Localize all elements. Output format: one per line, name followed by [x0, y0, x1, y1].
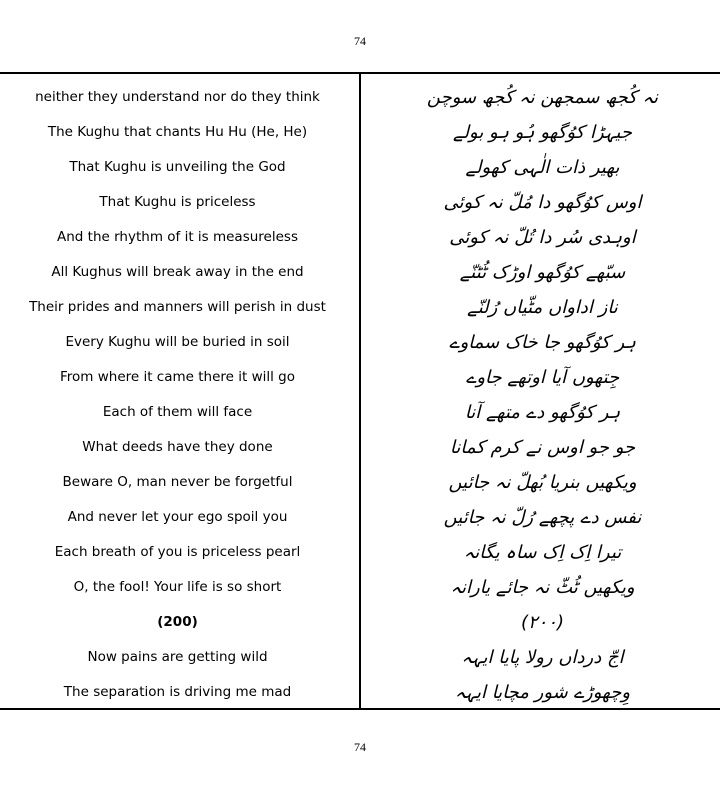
english-line: Every Kughu will be buried in soil: [65, 334, 290, 350]
urdu-line: سبّھے کوُگھو اوڑک ٹُٹنّے: [459, 262, 626, 283]
urdu-line: جِتھوں آیا اوتھے جاوے: [465, 367, 620, 388]
verse-row: [0, 465, 720, 500]
english-line: neither they understand nor do they think: [35, 89, 320, 105]
verse-row: [0, 325, 720, 360]
verse-row: [0, 80, 720, 115]
english-line: The separation is driving me mad: [63, 684, 292, 700]
english-line: All Kughus will break away in the end: [51, 264, 304, 280]
urdu-line: اوہدی سُر دا تُلّ نہ کوئی: [449, 227, 636, 248]
urdu-line: اوس کوُگھو دا مُلّ نہ کوئی: [443, 192, 642, 213]
verse-row: [0, 255, 720, 290]
english-line: That Kughu is priceless: [99, 194, 256, 210]
urdu-line: اجّ درداں رولا پایا ایہہ: [461, 647, 624, 668]
verse-row: [0, 220, 720, 255]
urdu-line: ہر کوُگھو جا خاک سماوے: [449, 332, 636, 353]
english-line: The Kughu that chants Hu Hu (He, He): [47, 124, 308, 140]
english-line: (200): [157, 614, 198, 630]
english-line: That Kughu is unveiling the God: [69, 159, 286, 175]
verse-row: [0, 430, 720, 465]
verse-row: [0, 605, 720, 640]
bottom-rule: [0, 708, 720, 710]
verse-row: [0, 360, 720, 395]
urdu-line: ناز اداواں مٹّیاں رُلنّے: [467, 297, 618, 318]
english-line: Each of them will face: [102, 404, 253, 420]
verse-row: [0, 535, 720, 570]
verse-row: [0, 500, 720, 535]
verse-row: [0, 570, 720, 605]
verse-row: [0, 290, 720, 325]
urdu-line: نفس دے پچھے رُلّ نہ جائیں: [443, 507, 642, 528]
verse-row: [0, 115, 720, 150]
verse-row: [0, 675, 720, 710]
english-line: Each breath of you is priceless pearl: [54, 544, 301, 560]
english-line: Now pains are getting wild: [87, 649, 268, 665]
english-line: From where it came there it will go: [59, 369, 296, 385]
verse-row: [0, 150, 720, 185]
urdu-line: (۲۰۰): [520, 612, 565, 633]
verse-row: [0, 640, 720, 675]
english-line: Beware O, man never be forgetful: [62, 474, 293, 490]
english-line: O, the fool! Your life is so short: [73, 579, 282, 595]
english-line: And never let your ego spoil you: [67, 509, 288, 525]
urdu-line: وِچھوڑے شور مچایا ایہہ: [454, 682, 631, 703]
page-number-top: 74: [354, 34, 366, 48]
page-number-bottom: 74: [354, 740, 366, 754]
urdu-line: نہ کُجھ سمجھن نہ کُجھ سوچن: [426, 87, 659, 108]
verse-table: [0, 80, 720, 710]
urdu-line: ویکھیں بنریا بُھلّ نہ جائیں: [448, 472, 637, 493]
urdu-line: جیہڑا کوُگھو ہُو ہو بولے: [453, 122, 632, 143]
english-line: And the rhythm of it is measureless: [57, 229, 298, 245]
urdu-line: جو جو اوس نے کرم کمانا: [449, 437, 636, 458]
verse-row: [0, 185, 720, 220]
urdu-line: ویکھیں ٹُٹّ نہ جائے یارانہ: [450, 577, 635, 598]
urdu-line: تیرا اِک اِک ساہ یگانہ: [463, 542, 622, 563]
english-line: What deeds have they done: [82, 439, 273, 455]
urdu-line: بھیر ذات الٰہی کھولے: [465, 157, 620, 178]
urdu-line: ہر کوُگھو دے متھے آنا: [464, 402, 621, 423]
verse-row: [0, 395, 720, 430]
english-line: Their prides and manners will perish in dust: [29, 299, 326, 315]
